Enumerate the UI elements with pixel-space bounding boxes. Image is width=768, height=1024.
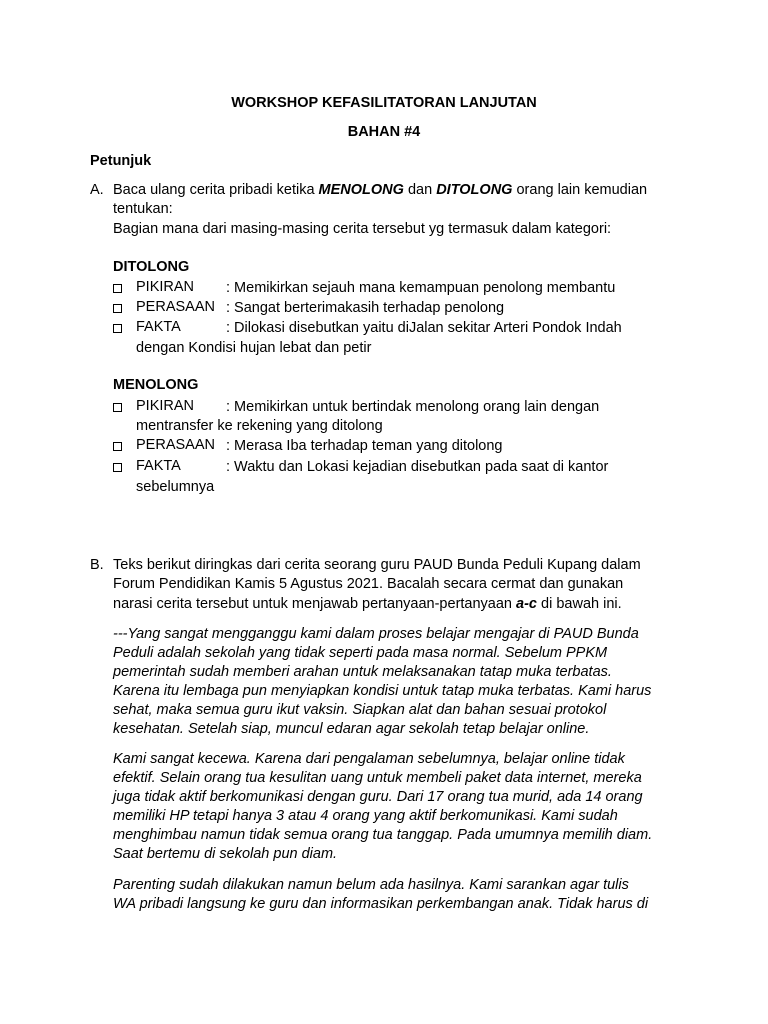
menolong-desc: : Waktu dan Lokasi kejadian disebutkan pada saat di kantor: [226, 459, 609, 475]
story-line: juga tidak aktif berkomunikasi dengan guru. Dari 17 orang tua murid, ada 14 orang: [113, 789, 643, 805]
ditolong-desc: : Sangat berterimakasih terhadap penolong: [226, 300, 505, 316]
document-subtitle: BAHAN #4: [347, 124, 421, 140]
story-line: kesehatan. Setelah siap, muncul edaran agar sekolah tetap belajar online.: [113, 721, 590, 737]
instructions-heading: Petunjuk: [90, 153, 152, 169]
ditolong-desc-cont: dengan Kondisi hujan lebat dan petir: [136, 340, 372, 356]
menolong-heading: MENOLONG: [113, 377, 199, 393]
checkbox-icon: [113, 403, 122, 412]
ditolong-label: PIKIRAN: [136, 279, 195, 295]
menolong-emphasis: MENOLONG: [318, 182, 404, 198]
menolong-label: FAKTA: [136, 458, 181, 474]
story-line: WA pribadi langsung ke guru dan informasikan perkembangan anak. Tidak harus di: [113, 896, 649, 912]
section-b-line-1: Teks berikut diringkas dari cerita seorang guru PAUD Bunda Peduli Kupang dalam: [113, 557, 641, 573]
story-line: Parenting sudah dilakukan namun belum ada hasilnya. Kami sarankan agar tulis: [113, 877, 629, 893]
story-line: Saat bertemu di sekolah pun diam.: [113, 846, 338, 862]
section-b-text: narasi cerita tersebut untuk menjawab pertanyaan-pertanyaan: [113, 596, 517, 612]
story-line: Kami sangat kecewa. Karena dari pengalaman sebelumnya, belajar online tidak: [113, 751, 625, 767]
story-line: ---Yang sangat mengganggu kami dalam proses belajar mengajar di PAUD Bunda: [113, 626, 639, 642]
checkbox-icon: [113, 442, 122, 451]
menolong-desc: : Memikirkan untuk bertindak menolong orang lain dengan: [226, 399, 600, 415]
section-b-text: di bawah ini.: [537, 596, 622, 612]
section-a-letter: A.: [90, 182, 104, 198]
story-line: Karena itu lembaga pun menyiapkan kondisi untuk tatap muka terbatas. Kami harus: [113, 683, 652, 699]
section-a-text: dan: [403, 182, 437, 198]
menolong-label: PERASAAN: [136, 437, 215, 453]
document-title: WORKSHOP KEFASILITATORAN LANJUTAN: [231, 95, 537, 111]
ditolong-label: FAKTA: [136, 319, 181, 335]
story-line: Peduli adalah sekolah yang tidak seperti pada masa normal. Sebelum PPKM: [113, 645, 608, 661]
checkbox-icon: [113, 463, 122, 472]
ditolong-heading: DITOLONG: [113, 259, 190, 275]
checkbox-icon: [113, 304, 122, 313]
ditolong-label: PERASAAN: [136, 299, 215, 315]
section-b-line-3: [113, 595, 622, 615]
section-a-line-2: tentukan:: [113, 201, 173, 217]
menolong-desc-cont: sebelumnya: [136, 479, 215, 495]
question-range: a-c: [516, 596, 537, 612]
section-a-line-1: [113, 181, 647, 201]
section-a-text: Baca ulang cerita pribadi ketika: [113, 182, 319, 198]
checkbox-icon: [113, 284, 122, 293]
story-line: memiliki HP tetapi hanya 3 atau 4 orang yang aktif berkomunikasi. Kami sudah: [113, 808, 618, 824]
section-a-text: orang lain kemudian: [512, 182, 648, 198]
story-line: sehat, maka semua guru ikut vaksin. Siapkan alat dan bahan sesuai protokol: [113, 702, 607, 718]
menolong-label: PIKIRAN: [136, 398, 195, 414]
ditolong-desc: : Dilokasi disebutkan yaitu diJalan sekitar Arteri Pondok Indah: [226, 320, 622, 336]
menolong-desc-cont: mentransfer ke rekening yang ditolong: [136, 418, 383, 434]
menolong-desc: : Merasa Iba terhadap teman yang ditolong: [226, 438, 503, 454]
story-line: efektif. Selain orang tua kesulitan uang untuk membeli paket data internet, mereka: [113, 770, 642, 786]
story-line: menghimbau namun tidak semua orang tua tanggap. Pada umumnya memilih diam.: [113, 827, 653, 843]
story-line: pemerintah sudah memberi arahan untuk melaksanakan tatap muka terbatas.: [113, 664, 612, 680]
checkbox-icon: [113, 324, 122, 333]
section-b-letter: B.: [90, 557, 104, 573]
section-a-line-3: Bagian mana dari masing-masing cerita tersebut yg termasuk dalam kategori:: [113, 221, 612, 237]
ditolong-desc: : Memikirkan sejauh mana kemampuan penolong membantu: [226, 280, 616, 296]
ditolong-emphasis: DITOLONG: [436, 182, 513, 198]
section-b-line-2: Forum Pendidikan Kamis 5 Agustus 2021. Bacalah secara cermat dan gunakan: [113, 576, 624, 592]
